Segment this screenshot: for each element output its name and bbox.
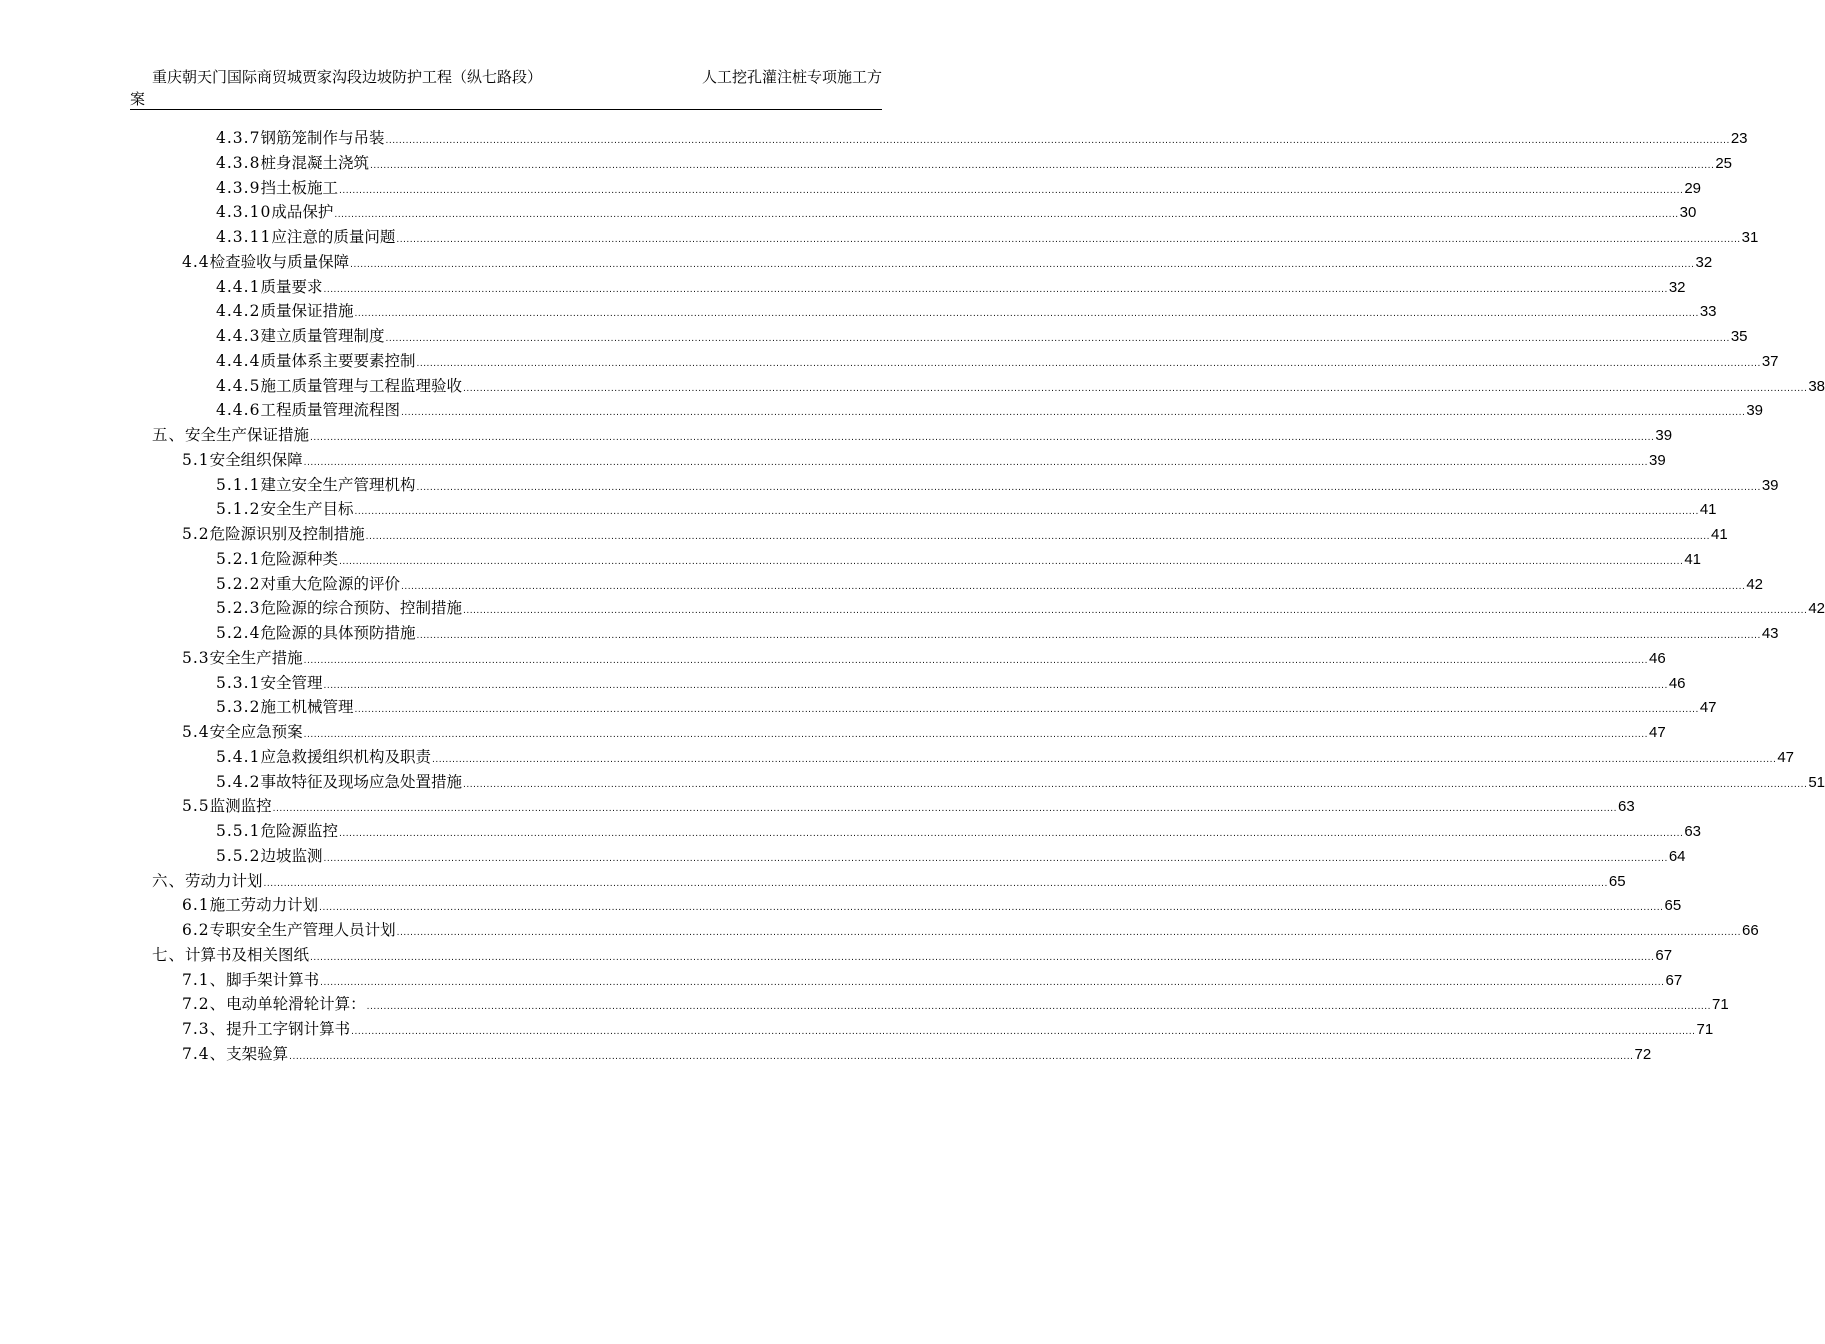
toc-entry-page: 43 — [1761, 625, 1779, 642]
toc-entry-number: 5.3 — [182, 648, 210, 667]
toc-dot-leader: ................................................................................................................................................................................................................................................................................................................................................................................................................ — [354, 705, 1699, 716]
toc-entry[interactable] — [130, 324, 1748, 349]
toc-dot-leader: ................................................................................................................................................................................................................................................................................................................................................................................................................ — [354, 309, 1699, 320]
toc-entry-page: 46 — [1668, 674, 1686, 692]
toc-entry-number: 7.1、 — [182, 970, 227, 989]
toc-entry-title: 事故特征及现场应急处置措施 — [260, 772, 462, 791]
toc-entry[interactable] — [130, 448, 1666, 473]
toc-entry-page: 39 — [1761, 476, 1779, 494]
toc-entry[interactable] — [130, 943, 1673, 968]
toc-entry-title: 提升工字钢计算书 — [226, 1020, 351, 1038]
toc-entry[interactable] — [130, 844, 1686, 869]
toc-entry-title: 安全生产目标 — [260, 500, 354, 519]
toc-dot-leader: ................................................................................................................................................................................................................................................................................................................................................................................................................ — [320, 977, 1665, 988]
toc-entry-number: 6.2 — [182, 921, 210, 939]
toc-dot-leader: ................................................................................................................................................................................................................................................................................................................................................................................................................ — [338, 185, 1684, 196]
toc-entry-number: 六、 — [152, 871, 186, 890]
toc-dot-leader: ................................................................................................................................................................................................................................................................................................................................................................................................................ — [462, 779, 1808, 790]
toc-entry-number: 5.2.4 — [216, 624, 261, 642]
toc-entry[interactable] — [130, 200, 1697, 225]
toc-entry-number: 5.4.2 — [216, 772, 261, 791]
toc-entry-page: 67 — [1665, 971, 1683, 989]
toc-entry-number: 5.5.2 — [216, 846, 261, 865]
toc-entry-number: 5.3.2 — [216, 698, 261, 717]
toc-entry-number: 5.2.1 — [216, 549, 261, 568]
toc-dot-leader: ................................................................................................................................................................................................................................................................................................................................................................................................................ — [396, 235, 1741, 245]
toc-dot-leader: ................................................................................................................................................................................................................................................................................................................................................................................................................ — [416, 631, 1761, 641]
toc-entry-title: 成品保护 — [271, 203, 334, 222]
toc-dot-leader: ................................................................................................................................................................................................................................................................................................................................................................................................................ — [310, 433, 1655, 443]
toc-entry-page: 39 — [1655, 427, 1673, 444]
toc-entry-page: 42 — [1746, 575, 1763, 593]
toc-entry-title: 监测监控 — [209, 797, 272, 816]
toc-entry-page: 32 — [1695, 253, 1713, 271]
toc-entry-title: 建立质量管理制度 — [260, 327, 385, 345]
toc-entry[interactable] — [130, 745, 1794, 770]
toc-entry-title: 质量要求 — [260, 277, 323, 296]
toc-dot-leader: ................................................................................................................................................................................................................................................................................................................................................................................................................ — [323, 853, 1668, 864]
toc-entry-page: 23 — [1730, 130, 1748, 147]
toc-dot-leader: ................................................................................................................................................................................................................................................................................................................................................................................................................ — [416, 482, 1761, 493]
toc-entry-number: 5.5.1 — [216, 822, 261, 840]
toc-entry-title: 安全生产措施 — [209, 648, 303, 667]
toc-dot-leader: ................................................................................................................................................................................................................................................................................................................................................................................................................ — [338, 829, 1684, 839]
toc-entry[interactable] — [130, 621, 1779, 646]
toc-entry-page: 39 — [1746, 402, 1763, 420]
toc-entry-number: 5.1.1 — [216, 475, 261, 494]
toc-dot-leader: ................................................................................................................................................................................................................................................................................................................................................................................................................ — [416, 358, 1761, 369]
toc-entry-title: 脚手架计算书 — [226, 970, 320, 989]
toc-entry-number: 4.4 — [182, 252, 210, 271]
toc-entry-title: 危险源的综合预防、控制措施 — [260, 599, 462, 618]
toc-entry-number: 5.2 — [182, 525, 210, 543]
table-of-contents — [130, 126, 1825, 1067]
toc-entry-number: 4.4.4 — [216, 351, 261, 370]
toc-dot-leader: ................................................................................................................................................................................................................................................................................................................................................................................................................ — [431, 754, 1777, 765]
toc-entry-title: 检查验收与质量保障 — [209, 252, 350, 271]
toc-entry-number: 5.4 — [182, 723, 210, 741]
toc-entry-number: 4.3.10 — [216, 203, 272, 222]
toc-entry[interactable] — [130, 720, 1666, 745]
toc-dot-leader: ................................................................................................................................................................................................................................................................................................................................................................................................................ — [303, 730, 1649, 740]
toc-entry-page: 65 — [1664, 897, 1682, 915]
toc-dot-leader: ................................................................................................................................................................................................................................................................................................................................................................................................................ — [310, 952, 1655, 963]
toc-entry-number: 4.3.11 — [216, 228, 272, 246]
toc-entry-page: 30 — [1679, 204, 1697, 222]
toc-entry-number: 5.1.2 — [216, 500, 261, 519]
toc-entry-title: 支架验算 — [226, 1044, 289, 1063]
toc-entry-title: 危险源识别及控制措施 — [209, 525, 365, 543]
toc-entry-page: 41 — [1699, 501, 1717, 519]
toc-entry-number: 4.4.5 — [216, 376, 261, 395]
toc-entry[interactable] — [130, 992, 1729, 1017]
toc-entry-number: 7.3、 — [182, 1020, 227, 1038]
toc-entry[interactable] — [130, 176, 1701, 201]
toc-entry-title: 安全生产保证措施 — [185, 426, 310, 444]
toc-dot-leader: ................................................................................................................................................................................................................................................................................................................................................................................................................ — [272, 804, 1618, 815]
toc-dot-leader: ................................................................................................................................................................................................................................................................................................................................................................................................................ — [338, 556, 1684, 567]
toc-entry-title: 对重大危险源的评价 — [260, 574, 400, 593]
toc-entry-page: 47 — [1699, 699, 1717, 717]
toc-entry-page: 51 — [1808, 773, 1825, 791]
toc-entry[interactable] — [130, 398, 1763, 423]
toc-entry[interactable] — [130, 770, 1825, 795]
toc-entry-number: 4.3.9 — [216, 178, 261, 197]
toc-entry-number: 4.3.8 — [216, 153, 261, 172]
toc-entry-number: 五、 — [152, 426, 186, 444]
header-title-wrap: 案 — [130, 90, 146, 108]
toc-entry-number: 6.1 — [182, 896, 210, 915]
toc-entry-page: 71 — [1712, 996, 1729, 1014]
toc-entry-number: 4.4.1 — [216, 277, 261, 296]
toc-entry-title: 危险源监控 — [260, 822, 338, 840]
toc-entry[interactable] — [130, 695, 1717, 720]
toc-entry[interactable] — [130, 572, 1763, 597]
toc-dot-leader: ................................................................................................................................................................................................................................................................................................................................................................................................................ — [365, 532, 1711, 542]
toc-dot-leader: ................................................................................................................................................................................................................................................................................................................................................................................................................ — [366, 1002, 1712, 1013]
toc-entry-number: 4.3.7 — [216, 129, 261, 147]
toc-entry[interactable] — [130, 151, 1732, 176]
toc-entry-title: 施工机械管理 — [260, 698, 354, 717]
toc-entry-page: 47 — [1649, 724, 1666, 741]
toc-dot-leader: ................................................................................................................................................................................................................................................................................................................................................................................................................ — [369, 160, 1715, 171]
toc-entry[interactable] — [130, 126, 1748, 151]
toc-entry-title: 应注意的质量问题 — [271, 228, 396, 246]
toc-entry-page: 35 — [1730, 328, 1748, 345]
toc-entry-page: 47 — [1777, 748, 1794, 766]
header-rule — [130, 109, 882, 110]
toc-dot-leader: ................................................................................................................................................................................................................................................................................................................................................................................................................ — [462, 383, 1808, 394]
toc-entry-title: 施工劳动力计划 — [209, 896, 319, 915]
toc-dot-leader: ................................................................................................................................................................................................................................................................................................................................................................................................................ — [334, 210, 1679, 221]
toc-entry-number: 5.2.3 — [216, 599, 261, 618]
toc-entry[interactable] — [130, 596, 1825, 621]
toc-entry-title: 桩身混凝土浇筑 — [260, 153, 369, 172]
toc-entry-number: 7.2、 — [182, 995, 227, 1014]
toc-entry-page: 42 — [1808, 600, 1825, 618]
toc-dot-leader: ................................................................................................................................................................................................................................................................................................................................................................................................................ — [385, 136, 1730, 146]
toc-entry-number: 5.3.1 — [216, 673, 261, 692]
toc-entry-title: 工程质量管理流程图 — [260, 401, 400, 420]
toc-entry-title: 安全应急预案 — [209, 723, 303, 741]
toc-entry-page: 38 — [1808, 377, 1825, 395]
toc-entry-title: 危险源的具体预防措施 — [260, 624, 416, 642]
toc-entry-page: 63 — [1684, 823, 1701, 840]
toc-entry-page: 46 — [1649, 649, 1666, 667]
toc-entry-title: 危险源种类 — [260, 549, 338, 568]
toc-entry-page: 31 — [1741, 229, 1759, 246]
toc-entry[interactable] — [130, 819, 1701, 844]
toc-entry-page: 64 — [1668, 847, 1686, 865]
toc-entry[interactable] — [130, 671, 1686, 696]
toc-entry[interactable] — [130, 1017, 1714, 1042]
toc-entry-number: 4.4.6 — [216, 401, 261, 420]
page-header — [130, 66, 882, 110]
toc-entry[interactable] — [130, 918, 1759, 943]
toc-entry[interactable] — [130, 646, 1666, 671]
toc-dot-leader: ................................................................................................................................................................................................................................................................................................................................................................................................................ — [385, 334, 1730, 344]
toc-dot-leader: ................................................................................................................................................................................................................................................................................................................................................................................................................ — [303, 457, 1649, 468]
toc-entry-page: 71 — [1696, 1021, 1714, 1038]
toc-entry-number: 七、 — [152, 945, 186, 964]
toc-entry[interactable] — [130, 1042, 1652, 1067]
toc-entry-page: 37 — [1761, 352, 1779, 370]
toc-dot-leader: ................................................................................................................................................................................................................................................................................................................................................................................................................ — [351, 1027, 1696, 1037]
toc-entry-page: 41 — [1711, 526, 1728, 543]
toc-entry[interactable] — [130, 225, 1759, 250]
header-document-title: 人工挖孔灌注桩专项施工方 — [701, 68, 882, 86]
toc-entry-number: 5.5 — [182, 797, 210, 816]
toc-entry-number: 5.1 — [182, 450, 210, 469]
toc-entry-page: 66 — [1742, 922, 1759, 939]
toc-entry[interactable] — [130, 423, 1673, 448]
toc-entry-title: 劳动力计划 — [185, 871, 263, 890]
toc-dot-leader: ................................................................................................................................................................................................................................................................................................................................................................................................................ — [350, 259, 1695, 270]
toc-entry[interactable] — [130, 250, 1713, 275]
toc-entry[interactable] — [130, 275, 1686, 300]
toc-entry-page: 67 — [1655, 946, 1673, 964]
toc-entry-title: 计算书及相关图纸 — [185, 945, 310, 964]
toc-entry-title: 边坡监测 — [260, 846, 323, 865]
toc-dot-leader: ................................................................................................................................................................................................................................................................................................................................................................................................................ — [263, 878, 1608, 889]
toc-entry-title: 专职安全生产管理人员计划 — [209, 921, 396, 939]
toc-dot-leader: ................................................................................................................................................................................................................................................................................................................................................................................................................ — [319, 903, 1664, 914]
toc-entry-page: 63 — [1618, 798, 1635, 816]
toc-entry[interactable] — [130, 473, 1779, 498]
toc-entry-number: 5.4.1 — [216, 747, 261, 766]
toc-entry-page: 39 — [1649, 451, 1666, 469]
toc-entry[interactable] — [130, 299, 1717, 324]
toc-entry[interactable] — [130, 893, 1682, 918]
toc-entry-page: 33 — [1699, 303, 1717, 321]
toc-entry-title: 安全管理 — [260, 673, 323, 692]
toc-dot-leader: ................................................................................................................................................................................................................................................................................................................................................................................................................ — [323, 284, 1668, 295]
toc-dot-leader: ................................................................................................................................................................................................................................................................................................................................................................................................................ — [289, 1051, 1634, 1062]
toc-dot-leader: ................................................................................................................................................................................................................................................................................................................................................................................................................ — [303, 655, 1649, 666]
toc-dot-leader: ................................................................................................................................................................................................................................................................................................................................................................................................................ — [354, 507, 1699, 518]
toc-entry-page: 65 — [1608, 872, 1626, 890]
toc-entry-title: 挡土板施工 — [260, 178, 338, 197]
toc-entry[interactable] — [130, 547, 1701, 572]
toc-entry-page: 25 — [1715, 154, 1732, 172]
toc-entry[interactable] — [130, 794, 1635, 819]
toc-entry[interactable] — [130, 349, 1779, 374]
toc-dot-leader: ................................................................................................................................................................................................................................................................................................................................................................................................................ — [400, 408, 1746, 419]
toc-entry-title: 质量保证措施 — [260, 302, 354, 321]
toc-dot-leader: ................................................................................................................................................................................................................................................................................................................................................................................................................ — [323, 680, 1668, 691]
toc-entry[interactable] — [130, 497, 1717, 522]
toc-dot-leader: ................................................................................................................................................................................................................................................................................................................................................................................................................ — [400, 581, 1746, 592]
toc-dot-leader: ................................................................................................................................................................................................................................................................................................................................................................................................................ — [462, 606, 1808, 617]
toc-entry-number: 4.4.2 — [216, 302, 261, 321]
toc-entry[interactable] — [130, 522, 1728, 547]
toc-entry-page: 32 — [1668, 278, 1686, 296]
toc-entry[interactable] — [130, 869, 1626, 894]
toc-entry[interactable] — [130, 968, 1683, 993]
toc-entry-title: 建立安全生产管理机构 — [260, 475, 416, 494]
toc-entry-title: 安全组织保障 — [209, 450, 303, 469]
toc-entry-page: 41 — [1684, 550, 1701, 568]
toc-entry-title: 施工质量管理与工程监理验收 — [260, 376, 462, 395]
toc-entry-page: 29 — [1684, 179, 1701, 197]
header-project-title: 重庆朝天门国际商贸城贾家沟段边坡防护工程（纵七路段） — [152, 68, 543, 86]
toc-entry-page: 72 — [1634, 1045, 1652, 1063]
toc-entry-title: 电动单轮滑轮计算： — [226, 995, 366, 1014]
toc-entry-number: 5.2.2 — [216, 574, 261, 593]
toc-dot-leader: ................................................................................................................................................................................................................................................................................................................................................................................................................ — [396, 928, 1742, 938]
toc-entry[interactable] — [130, 374, 1825, 399]
toc-entry-title: 钢筋笼制作与吊装 — [260, 129, 385, 147]
toc-entry-title: 质量体系主要要素控制 — [260, 351, 416, 370]
toc-entry-title: 应急救援组织机构及职责 — [260, 747, 431, 766]
toc-entry-number: 7.4、 — [182, 1044, 227, 1063]
toc-entry-number: 4.4.3 — [216, 327, 261, 345]
